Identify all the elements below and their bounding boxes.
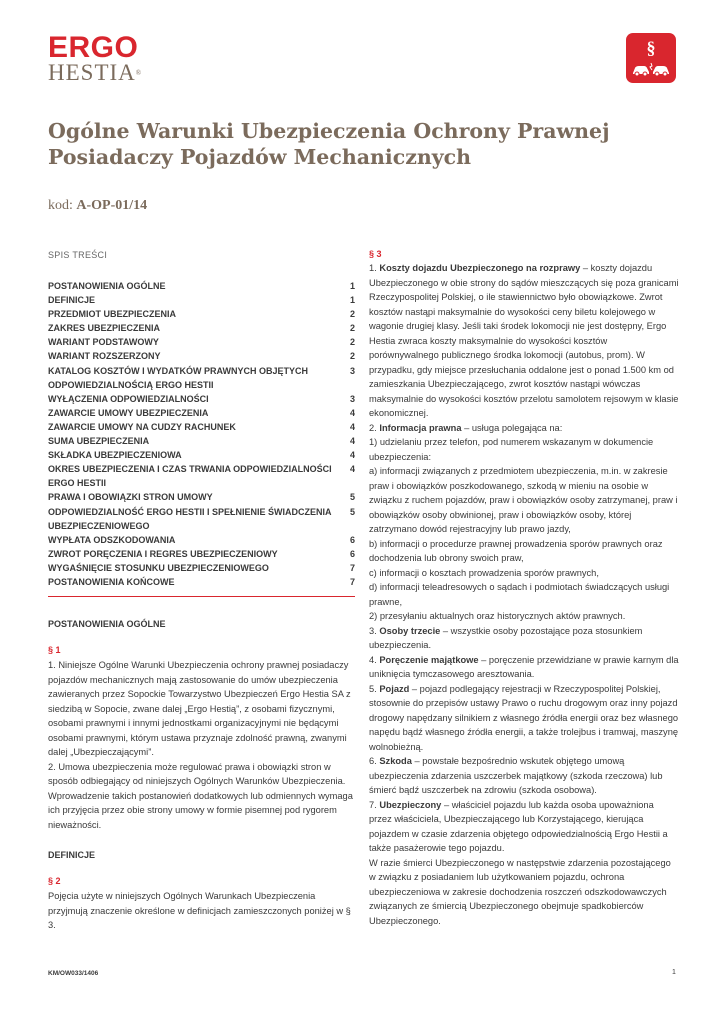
toc-item[interactable] (48, 364, 355, 392)
toc-item-page: 1 (349, 281, 355, 291)
toc-item-title: ZAKRES UBEZPIECZENIA (48, 323, 161, 334)
toc-item-page: 6 (349, 534, 355, 545)
toc-item[interactable] (48, 307, 355, 321)
toc-item[interactable] (48, 533, 355, 547)
toc-item[interactable] (48, 547, 355, 561)
paragraph-1-text-1: 1. Niniejsze Ogólne Warunki Ubezpieczenia ochrony prawnej posiadaczy pojazdów mechanicznych mają zastosowanie do umów ubezpieczenia zawieranych przez Sopockie Towarzystwo Ubezpieczeń Ergo Hestia SA z siedzibą w Sopocie, zwane dalej „Ergo Hestią”, z osobami fizycznymi, osobami prawnymi i innymi jednostkami organizacyjnymi nie będącymi osobami prawnymi, którym ustawa przyznaje zdolność prawną, zwanymi dalej „Ubezpieczającymi”. (48, 660, 351, 758)
definition-7: 7. Ubezpieczony – właściciel pojazdu lub każda osoba upoważniona przez właściciela, Ubezpieczającego lub Korzystającego, kierująca pojazdem w czasie zdarzenia objętego odpowiedzialnością Ergo Hestii a także pasażerowie tego pojazdu. (369, 799, 668, 853)
toc-item-page: 4 (349, 450, 355, 461)
toc-item-page: 7 (349, 562, 355, 573)
toc-item-title: DEFINICJE (48, 295, 96, 306)
paragraph-3-mark: § 3 (369, 249, 382, 259)
logo-ergo: ERGO (48, 31, 139, 64)
toc-item-page: 2 (349, 337, 355, 348)
toc-item-page: 2 (349, 323, 355, 334)
definition-2-item-a: a) informacji związanych z przedmiotem ubezpieczenia, m.in. w zakresie praw i obowiązków poszkodowanego, szkodą w mieniu na osobie w związku z ruchem pojazdów, praw i obowiązków osoby zatrzymanej, praw i obowiązków osoby obwinionej, praw i obowiązków osoby, której zatrzymano dowód rejestracyjny lub prawo jazdy, (369, 466, 678, 534)
toc-item-page: 2 (349, 309, 355, 320)
toc-item-title: WARIANT PODSTAWOWY (48, 337, 159, 348)
toc-item-title: WARIANT ROZSZERZONY (48, 351, 161, 362)
toc-item-title: WYPŁATA ODSZKODOWANIA (48, 534, 176, 545)
definition-2-item-c: c) informacji o kosztach prowadzenia sporów prawnych, (369, 567, 599, 578)
definition-2-item-d: d) informacji teleadresowych o sądach i podmiotach świadczących usługi prawne, (369, 582, 670, 607)
left-column (48, 250, 355, 933)
toc-item-title: SKŁADKA UBEZPIECZENIOWA (48, 450, 182, 461)
toc-item[interactable] (48, 490, 355, 504)
toc-heading: SPIS TREŚCI (48, 250, 108, 260)
definition-2: 2. Informacja prawna – usługa polegająca na: (369, 422, 563, 433)
definition-7-extra: W razie śmierci Ubezpieczonego w następstwie zdarzenia pozostającego w związku z posiadaniem lub użytkowaniem pojazdu, ochrona ubezpieczeniowa w zakresie dochodzenia roszczeń odszkodowawczych związanych ze śmiercią Ubezpieczonego obejmuje spadkobierców Ubezpieczonego. (369, 857, 671, 926)
toc-item-title: WYŁĄCZENIA ODPOWIEDZIALNOŚCI (48, 393, 209, 404)
toc-item-page: 3 (349, 393, 355, 404)
toc-item[interactable] (48, 420, 355, 434)
toc-divider (48, 596, 355, 597)
toc-item-title: ZWROT PORĘCZENIA I REGRES UBEZPIECZENIOWY (48, 548, 278, 559)
paragraph-2-text: Pojęcia użyte w niniejszych Ogólnych Warunkach Ubezpieczenia przyjmują znaczenie określone w definicjach zamieszczonych poniżej w § 3. (48, 891, 351, 931)
toc-item-page: 5 (349, 506, 355, 517)
toc-item[interactable] (48, 575, 355, 589)
definition-2-item-1: 1) udzielaniu przez telefon, pod numerem wskazanym w dokumencie ubezpieczenia: (369, 437, 654, 462)
toc-item-page: 7 (349, 576, 355, 587)
footer-document-code: KM/OW033/1406 (48, 970, 99, 977)
toc-item-page: 3 (349, 365, 355, 376)
toc-item-title: PRAWA I OBOWIĄZKI STRON UMOWY (48, 492, 213, 503)
paragraph-1-mark: § 1 (48, 645, 61, 656)
registered-mark: ® (135, 69, 143, 77)
toc-item-title: ZAWARCIE UMOWY UBEZPIECZENIA (48, 407, 209, 418)
toc-item-page: 1 (349, 295, 355, 306)
toc-item[interactable] (48, 561, 355, 575)
toc-item[interactable] (48, 505, 355, 533)
toc-item-title: ZAWARCIE UMOWY NA CUDZY RACHUNEK (48, 421, 236, 432)
toc-item-title: OKRES UBEZPIECZENIA I CZAS TRWANIA ODPOWIEDZIALNOŚCI ERGO HESTII (48, 464, 332, 489)
toc-item-page: 2 (349, 351, 355, 362)
toc-item-page: 5 (349, 492, 355, 503)
toc-item[interactable] (48, 434, 355, 448)
legal-protection-badge (626, 33, 676, 83)
toc-item[interactable] (48, 392, 355, 406)
right-column (369, 249, 679, 928)
definition-2-item-b: b) informacji o procedurze prawnej prowadzenia sporów prawnych oraz dochodzenia lub obrony swoich praw, (369, 538, 663, 563)
table-of-contents (48, 279, 355, 589)
toc-item[interactable] (48, 349, 355, 363)
toc-item-title: KATALOG KOSZTÓW I WYDATKÓW PRAWNYCH OBJĘTYCH ODPOWIEDZIALNOŚCIĄ ERGO HESTII (48, 365, 308, 390)
paragraph-symbol: § (646, 38, 656, 58)
toc-item-title: POSTANOWIENIA OGÓLNE (48, 281, 166, 291)
section-heading-definitions: DEFINICJE (48, 850, 96, 861)
toc-item[interactable] (48, 335, 355, 349)
toc-item[interactable] (48, 462, 355, 490)
toc-item[interactable] (48, 406, 355, 420)
toc-item[interactable] (48, 448, 355, 462)
toc-item-page: 4 (349, 464, 355, 475)
toc-item-title: WYGAŚNIĘCIE STOSUNKU UBEZPIECZENIOWEGO (48, 562, 269, 573)
toc-item[interactable] (48, 321, 355, 335)
toc-item-page: 4 (349, 407, 355, 418)
toc-item-page: 4 (349, 436, 355, 447)
definition-6: 6. Szkoda – powstałe bezpośrednio wskutek objętego umową ubezpieczenia zdarzenia uszczerbek majątkowy (szkoda rzeczowa) lub śmierć bądź uszczerbek na zdrowiu (szkoda osobowa). (369, 756, 663, 795)
page-number: 1 (672, 969, 676, 976)
toc-item-title: ODPOWIEDZIALNOŚĆ ERGO HESTII I SPEŁNIENIE ŚWIADCZENIA UBEZPIECZENIOWEGO (48, 506, 332, 531)
toc-item[interactable] (48, 293, 355, 307)
toc-item-title: POSTANOWIENIA KOŃCOWE (48, 576, 175, 587)
definition-4: 4. Poręczenie majątkowe – poręczenie przewidziane w prawie karnym dla uniknięcia tymczasowego aresztowania. (369, 654, 679, 679)
definition-5: 5. Pojazd – pojazd podlegający rejestracji w Rzeczypospolitej Polskiej, stosownie do przepisów ustawy Prawo o ruchu drogowym oraz inny pojazd drogowy napędzany silnikiem z własnego źródła energii oraz bez własnego napędu bądź własnego źródła energii, a także trolejbus i tramwaj, maszynę wolnobieżną. (369, 683, 679, 752)
toc-item-page: 6 (349, 548, 355, 559)
paragraph-2-mark: § 2 (48, 876, 61, 887)
definition-1: 1. Koszty dojazdu Ubezpieczonego na rozprawy – koszty dojazdu Ubezpieczonego w obie strony do sądów mieszczących się poza granicami Rzeczypospolitej Polskiej, o ile stawiennictwo było obowiązkowe. Zwrot kosztów nastąpi maksymalnie do wysokości ceny biletu kolejowego w wagonie drugiej klasy. Jeśli taki środek lokomocji nie jest dostępny, Ergo Hestia zwraca koszty maksymalnie do wysokości kosztów porównywalnego publicznego środka lokomocji (autobus, prom). W przypadku, gdy miejsce przesłuchania oddalone jest o ponad 1.500 km od zamieszkania Ubezpieczającego, zwrot kosztów nastąpi wówczas maksymalnie do wysokości kosztów przelotu samolotem rejsowym w klasie ekonomicznej. (369, 263, 679, 418)
document-code: kod: A-OP-01/14 (48, 198, 148, 213)
toc-item-title: PRZEDMIOT UBEZPIECZENIA (48, 309, 177, 320)
ergo-hestia-logo (48, 31, 143, 85)
toc-item-page: 4 (349, 421, 355, 432)
toc-item-title: SUMA UBEZPIECZENIA (48, 436, 150, 447)
document-title: Ogólne Warunki Ubezpieczenia Ochrony Prawnej Posiadaczy Pojazdów Mechanicznych (48, 119, 610, 169)
paragraph-1-text-2: 2. Umowa ubezpieczenia może regulować prawa i obowiązki stron w sposób odbiegający od niniejszych Ogólnych Warunków Ubezpieczenia. Wprowadzenie takich postanowień dodatkowych lub odmiennych wymaga ich przyjęcia przez obie strony umowy w formie pisemnej pod rygorem nieważności. (48, 761, 353, 830)
section-heading-general: POSTANOWIENIA OGÓLNE (48, 619, 166, 630)
definition-2-item-2: 2) przesyłaniu aktualnych oraz historycznych aktów prawnych. (369, 611, 626, 621)
car-collision-icon (631, 61, 671, 77)
definition-3: 3. Osoby trzecie – wszystkie osoby pozostające poza stosunkiem ubezpieczenia. (369, 625, 643, 650)
toc-item[interactable] (48, 279, 355, 293)
logo-hestia: HESTIA® (48, 60, 143, 85)
